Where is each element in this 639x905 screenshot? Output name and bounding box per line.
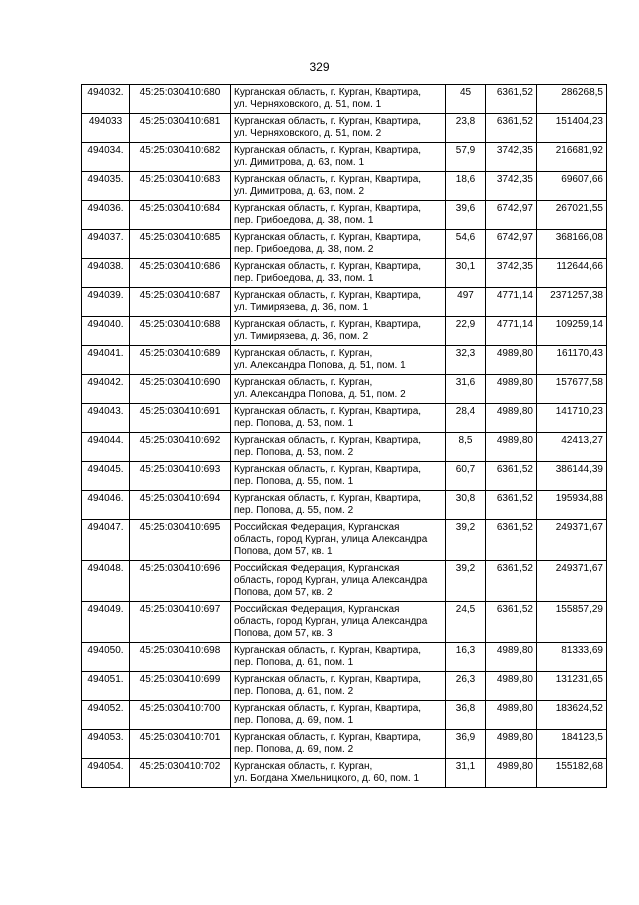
row-number: 494032.: [82, 85, 130, 114]
cadastral-number: 45:25:030410:685: [130, 230, 231, 259]
cadastral-value: 69607,66: [537, 172, 607, 201]
cadastral-number: 45:25:030410:689: [130, 346, 231, 375]
area: 39,2: [446, 561, 486, 602]
cadastral-value: 286268,5: [537, 85, 607, 114]
unit-price: 4771,14: [486, 317, 537, 346]
cadastral-number: 45:25:030410:702: [130, 759, 231, 788]
cadastral-number: 45:25:030410:697: [130, 602, 231, 643]
cadastral-number: 45:25:030410:682: [130, 143, 231, 172]
address: [231, 230, 446, 259]
area: 497: [446, 288, 486, 317]
unit-price: 4989,80: [486, 672, 537, 701]
address-line: пер. Попова, д. 69, пом. 2: [234, 744, 354, 755]
address: [231, 491, 446, 520]
address: [231, 520, 446, 561]
area: 57,9: [446, 143, 486, 172]
unit-price: 4989,80: [486, 759, 537, 788]
area: 36,9: [446, 730, 486, 759]
address: [231, 433, 446, 462]
row-number: 494047.: [82, 520, 130, 561]
row-number: 494054.: [82, 759, 130, 788]
cadastral-value: 216681,92: [537, 143, 607, 172]
address-line: Российская Федерация, Курганская: [234, 563, 400, 574]
area: 24,5: [446, 602, 486, 643]
cadastral-number: 45:25:030410:699: [130, 672, 231, 701]
address-line: Курганская область, г. Курган, Квартира,: [234, 319, 422, 330]
address: [231, 672, 446, 701]
address-line: область, город Курган, улица Александра: [234, 575, 428, 586]
cadastral-number: 45:25:030410:698: [130, 643, 231, 672]
table-row: [82, 462, 607, 491]
address-line: Российская Федерация, Курганская: [234, 522, 400, 533]
area: 36,8: [446, 701, 486, 730]
cadastral-value: 386144,39: [537, 462, 607, 491]
cadastral-number: 45:25:030410:694: [130, 491, 231, 520]
cadastral-number: 45:25:030410:691: [130, 404, 231, 433]
cadastral-value: 267021,55: [537, 201, 607, 230]
cadastral-value: 42413,27: [537, 433, 607, 462]
address-line: пер. Попова, д. 69, пом. 1: [234, 715, 354, 726]
row-number: 494039.: [82, 288, 130, 317]
cadastral-number: 45:25:030410:696: [130, 561, 231, 602]
unit-price: 6361,52: [486, 491, 537, 520]
table-row: [82, 672, 607, 701]
address-line: пер. Попова, д. 61, пом. 1: [234, 657, 354, 668]
cadastral-number: 45:25:030410:687: [130, 288, 231, 317]
address: [231, 288, 446, 317]
table-row: [82, 759, 607, 788]
address-line: ул. Александра Попова, д. 51, пом. 1: [234, 360, 406, 371]
address-line: Курганская область, г. Курган, Квартира,: [234, 435, 422, 446]
table-row: [82, 491, 607, 520]
row-number: 494041.: [82, 346, 130, 375]
table-row: [82, 230, 607, 259]
table-row: [82, 201, 607, 230]
cadastral-value: 81333,69: [537, 643, 607, 672]
row-number: 494048.: [82, 561, 130, 602]
cadastral-value: 109259,14: [537, 317, 607, 346]
unit-price: 3742,35: [486, 172, 537, 201]
cadastral-number: 45:25:030410:684: [130, 201, 231, 230]
cadastral-number: 45:25:030410:695: [130, 520, 231, 561]
cadastral-value: 155857,29: [537, 602, 607, 643]
address-line: Курганская область, г. Курган, Квартира,: [234, 645, 422, 656]
row-number: 494052.: [82, 701, 130, 730]
unit-price: 6361,52: [486, 520, 537, 561]
cadastral-number: 45:25:030410:701: [130, 730, 231, 759]
cadastral-value: 195934,88: [537, 491, 607, 520]
cadastral-number: 45:25:030410:681: [130, 114, 231, 143]
area: 60,7: [446, 462, 486, 491]
row-number: 494036.: [82, 201, 130, 230]
row-number: 494034.: [82, 143, 130, 172]
row-number: 494038.: [82, 259, 130, 288]
cadastral-value: 131231,65: [537, 672, 607, 701]
address: [231, 259, 446, 288]
area: 39,2: [446, 520, 486, 561]
address: [231, 346, 446, 375]
address-line: область, город Курган, улица Александра: [234, 616, 428, 627]
address-line: область, город Курган, улица Александра: [234, 534, 428, 545]
address-line: пер. Попова, д. 55, пом. 1: [234, 476, 354, 487]
area: 28,4: [446, 404, 486, 433]
property-table: [81, 84, 607, 788]
address-line: Курганская область, г. Курган, Квартира,: [234, 145, 422, 156]
cadastral-number: 45:25:030410:692: [130, 433, 231, 462]
cadastral-number: 45:25:030410:688: [130, 317, 231, 346]
unit-price: 6742,97: [486, 201, 537, 230]
row-number: 494044.: [82, 433, 130, 462]
address-line: Курганская область, г. Курган, Квартира,: [234, 203, 422, 214]
row-number: 494046.: [82, 491, 130, 520]
area: 8,5: [446, 433, 486, 462]
address: [231, 404, 446, 433]
address-line: Курганская область, г. Курган, Квартира,: [234, 232, 422, 243]
area: 26,3: [446, 672, 486, 701]
cadastral-value: 151404,23: [537, 114, 607, 143]
cadastral-value: 2371257,38: [537, 288, 607, 317]
table-row: [82, 317, 607, 346]
row-number: 494037.: [82, 230, 130, 259]
cadastral-value: 155182,68: [537, 759, 607, 788]
address-line: пер. Грибоедова, д. 33, пом. 1: [234, 273, 374, 284]
table-row: [82, 143, 607, 172]
page-number: 329: [309, 60, 330, 74]
area: 18,6: [446, 172, 486, 201]
cadastral-value: 112644,66: [537, 259, 607, 288]
row-number: 494053.: [82, 730, 130, 759]
area: 16,3: [446, 643, 486, 672]
cadastral-number: 45:25:030410:680: [130, 85, 231, 114]
address: [231, 759, 446, 788]
unit-price: 6361,52: [486, 85, 537, 114]
table-row: [82, 288, 607, 317]
row-number: 494040.: [82, 317, 130, 346]
address-line: Попова, дом 57, кв. 2: [234, 587, 333, 598]
table-row: [82, 520, 607, 561]
area: 30,8: [446, 491, 486, 520]
cadastral-number: 45:25:030410:683: [130, 172, 231, 201]
address-line: ул. Александра Попова, д. 51, пом. 2: [234, 389, 406, 400]
address: [231, 701, 446, 730]
row-number: 494049.: [82, 602, 130, 643]
area: 31,6: [446, 375, 486, 404]
cadastral-number: 45:25:030410:690: [130, 375, 231, 404]
table-row: [82, 643, 607, 672]
address: [231, 143, 446, 172]
address-line: Курганская область, г. Курган, Квартира,: [234, 406, 422, 417]
area: 32,3: [446, 346, 486, 375]
address: [231, 201, 446, 230]
address: [231, 317, 446, 346]
unit-price: 4989,80: [486, 701, 537, 730]
address-line: Курганская область, г. Курган, Квартира,: [234, 290, 422, 301]
address-line: пер. Попова, д. 55, пом. 2: [234, 505, 354, 516]
row-number: 494035.: [82, 172, 130, 201]
area: 22,9: [446, 317, 486, 346]
cadastral-value: 249371,67: [537, 561, 607, 602]
address: [231, 462, 446, 491]
address-line: Курганская область, г. Курган, Квартира,: [234, 116, 422, 127]
unit-price: 4989,80: [486, 375, 537, 404]
unit-price: 4989,80: [486, 404, 537, 433]
unit-price: 4771,14: [486, 288, 537, 317]
address-line: ул. Димитрова, д. 63, пом. 1: [234, 157, 365, 168]
address-line: ул. Димитрова, д. 63, пом. 2: [234, 186, 365, 197]
row-number: 494033: [82, 114, 130, 143]
address-line: пер. Попова, д. 53, пом. 2: [234, 447, 354, 458]
table-row: [82, 561, 607, 602]
table-row: [82, 433, 607, 462]
table-row: [82, 602, 607, 643]
row-number: 494045.: [82, 462, 130, 491]
unit-price: 4989,80: [486, 346, 537, 375]
unit-price: 6361,52: [486, 561, 537, 602]
address-line: Российская Федерация, Курганская: [234, 604, 400, 615]
address-line: Курганская область, г. Курган, Квартира,: [234, 674, 422, 685]
address: [231, 602, 446, 643]
table-row: [82, 172, 607, 201]
area: 54,6: [446, 230, 486, 259]
address-line: Курганская область, г. Курган, Квартира,: [234, 174, 422, 185]
address: [231, 375, 446, 404]
cadastral-value: 161170,43: [537, 346, 607, 375]
unit-price: 4989,80: [486, 730, 537, 759]
cadastral-value: 141710,23: [537, 404, 607, 433]
address-line: Курганская область, г. Курган,: [234, 377, 373, 388]
table-row: [82, 730, 607, 759]
cadastral-number: 45:25:030410:686: [130, 259, 231, 288]
cadastral-value: 157677,58: [537, 375, 607, 404]
table-row: [82, 114, 607, 143]
address: [231, 172, 446, 201]
address: [231, 643, 446, 672]
address: [231, 561, 446, 602]
table-row: [82, 375, 607, 404]
row-number: 494043.: [82, 404, 130, 433]
unit-price: 6361,52: [486, 462, 537, 491]
unit-price: 6361,52: [486, 114, 537, 143]
row-number: 494051.: [82, 672, 130, 701]
area: 23,8: [446, 114, 486, 143]
area: 31,1: [446, 759, 486, 788]
unit-price: 3742,35: [486, 143, 537, 172]
address-line: ул. Тимирязева, д. 36, пом. 1: [234, 302, 369, 313]
address-line: Курганская область, г. Курган,: [234, 761, 373, 772]
row-number: 494050.: [82, 643, 130, 672]
address-line: ул. Черняховского, д. 51, пом. 2: [234, 128, 382, 139]
address-line: ул. Тимирязева, д. 36, пом. 2: [234, 331, 369, 342]
unit-price: 4989,80: [486, 643, 537, 672]
area: 45: [446, 85, 486, 114]
address-line: Курганская область, г. Курган, Квартира,: [234, 261, 422, 272]
address-line: пер. Грибоедова, д. 38, пом. 2: [234, 244, 374, 255]
property-table-body: [82, 85, 607, 788]
address-line: Курганская область, г. Курган, Квартира,: [234, 732, 422, 743]
unit-price: 6742,97: [486, 230, 537, 259]
table-row: [82, 85, 607, 114]
address-line: Курганская область, г. Курган,: [234, 348, 373, 359]
address-line: Курганская область, г. Курган, Квартира,: [234, 493, 422, 504]
address-line: пер. Попова, д. 53, пом. 1: [234, 418, 354, 429]
table-row: [82, 346, 607, 375]
unit-price: 6361,52: [486, 602, 537, 643]
cadastral-value: 249371,67: [537, 520, 607, 561]
area: 30,1: [446, 259, 486, 288]
cadastral-value: 368166,08: [537, 230, 607, 259]
address-line: Попова, дом 57, кв. 1: [234, 546, 333, 557]
address-line: пер. Попова, д. 61, пом. 2: [234, 686, 354, 697]
area: 39,6: [446, 201, 486, 230]
address-line: пер. Грибоедова, д. 38, пом. 1: [234, 215, 374, 226]
address-line: ул. Богдана Хмельницкого, д. 60, пом. 1: [234, 773, 420, 784]
address-line: Курганская область, г. Курган, Квартира,: [234, 703, 422, 714]
cadastral-value: 183624,52: [537, 701, 607, 730]
table-row: [82, 404, 607, 433]
address: [231, 114, 446, 143]
address: [231, 730, 446, 759]
cadastral-value: 184123,5: [537, 730, 607, 759]
row-number: 494042.: [82, 375, 130, 404]
table-row: [82, 259, 607, 288]
unit-price: 4989,80: [486, 433, 537, 462]
cadastral-number: 45:25:030410:700: [130, 701, 231, 730]
table-row: [82, 701, 607, 730]
cadastral-number: 45:25:030410:693: [130, 462, 231, 491]
address-line: ул. Черняховского, д. 51, пом. 1: [234, 99, 382, 110]
address: [231, 85, 446, 114]
address-line: Курганская область, г. Курган, Квартира,: [234, 87, 422, 98]
address-line: Курганская область, г. Курган, Квартира,: [234, 464, 422, 475]
address-line: Попова, дом 57, кв. 3: [234, 628, 333, 639]
unit-price: 3742,35: [486, 259, 537, 288]
